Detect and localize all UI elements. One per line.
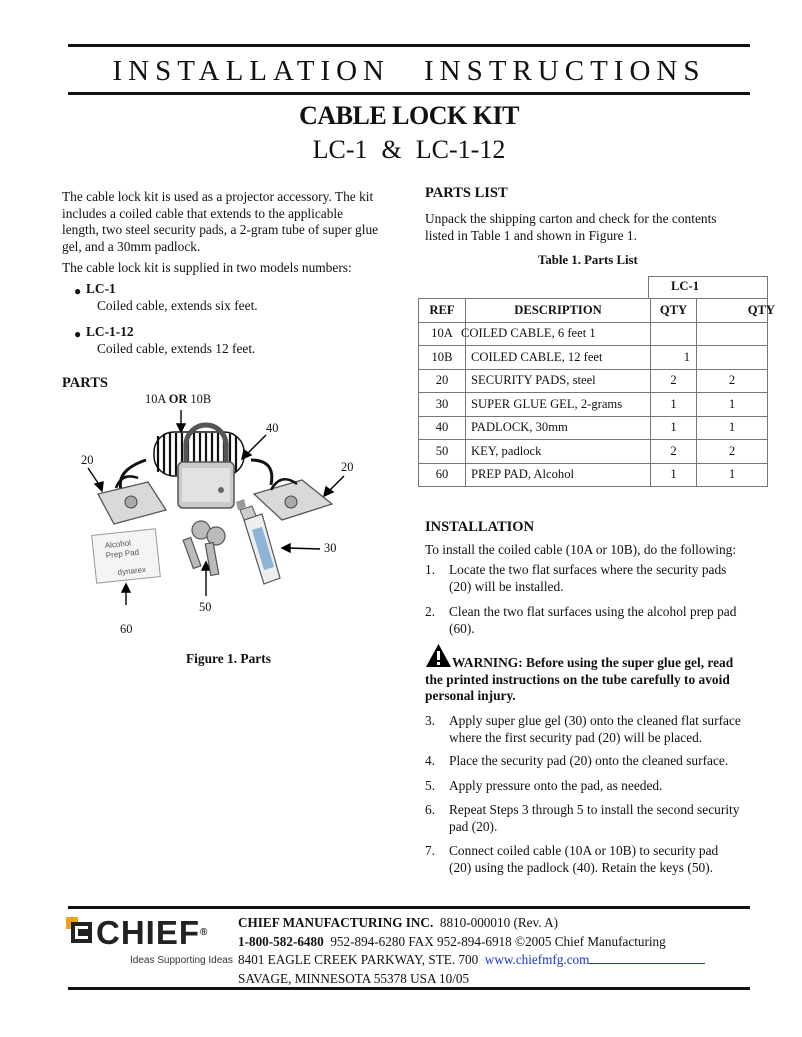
table-row <box>419 440 768 464</box>
logo-wordmark: CHIEF <box>96 914 200 951</box>
installation-intro: To install the coiled cable (10A or 10B), do the following: <box>425 542 737 557</box>
step-line: where the first security pad (20) will be placed. <box>449 729 703 745</box>
pad-text-1: Alcohol <box>104 538 132 551</box>
intro-paragraph <box>62 189 412 255</box>
step-line: Locate the two flat surfaces where the security pads <box>449 562 727 577</box>
logo-tagline: Ideas Supporting Ideas <box>130 955 233 966</box>
step-number: 6. <box>425 802 436 817</box>
table-group-header-box <box>648 276 768 298</box>
footer-line-1 <box>238 914 705 933</box>
model-b: LC-1-12 <box>415 135 506 164</box>
chief-logo-mark-icon <box>66 917 92 943</box>
footer-line-3 <box>238 951 705 970</box>
table-row <box>419 346 768 370</box>
website-underline <box>589 963 705 964</box>
step-line: (20) using the padlock (40). Retain the keys (50). <box>449 859 714 875</box>
col-qty-2-label: QTY <box>747 302 775 317</box>
address-line-1: 8401 EAGLE CREEK PARKWAY, STE. 700 <box>238 952 479 967</box>
label-or: OR <box>168 392 188 406</box>
intro-line: length, two steel security pads, a 2-gram tube of super glue <box>62 222 379 237</box>
step-number: 4. <box>425 753 436 768</box>
col-ref: REF <box>419 299 466 323</box>
doc-number: 8810-000010 (Rev. A) <box>439 915 559 930</box>
model-numbers <box>68 135 750 165</box>
pad-brand: dynarex <box>117 565 147 577</box>
cell-ref: 10B <box>419 346 466 370</box>
parts-list-heading: PARTS LIST <box>425 185 508 201</box>
step-line: Repeat Steps 3 through 5 to install the second security <box>449 802 740 817</box>
cell-qty1: 1 <box>651 416 697 440</box>
cell-ref: 40 <box>419 416 466 440</box>
step-number: 3. <box>425 713 436 728</box>
warning-line: the printed instructions on the tube carefully to avoid <box>425 671 730 687</box>
label-20-right: 20 <box>341 460 354 474</box>
step-line: Clean the two flat surfaces using the alcohol prep pad <box>449 604 737 619</box>
model-lc1-name: LC-1 <box>86 281 116 296</box>
cell-qty2: 2 <box>697 440 768 464</box>
website-link[interactable]: www.chiefmfg.com <box>484 952 590 967</box>
chief-logo <box>66 915 232 975</box>
step-line: Apply pressure onto the pad, as needed. <box>449 778 663 793</box>
label-cable <box>145 392 211 407</box>
cell-desc: KEY, padlock <box>466 440 651 464</box>
warning-line: personal injury. <box>425 688 516 703</box>
cell-desc: SUPER GLUE GEL, 2-grams <box>466 393 651 417</box>
col-qty-1: QTY <box>651 299 697 323</box>
step-7 <box>425 843 770 876</box>
cell-desc: PREP PAD, Alcohol <box>466 463 651 487</box>
cell-qty2: 1 <box>697 463 768 487</box>
table-header-row <box>419 299 768 323</box>
label-30: 30 <box>324 541 337 555</box>
model-lc112-name: LC-1-12 <box>86 324 134 339</box>
cell-qty1: 1 <box>651 393 697 417</box>
models-intro: The cable lock kit is supplied in two models numbers: <box>62 260 352 275</box>
step-line: Place the security pad (20) onto the cleaned surface. <box>449 753 729 768</box>
table-group-header: LC-1 <box>671 279 699 293</box>
col-description: DESCRIPTION <box>466 299 651 323</box>
model-lc1-desc: Coiled cable, extends six feet. <box>97 298 258 313</box>
label-40: 40 <box>266 421 279 435</box>
contact-details: 952-894-6280 FAX 952-894-6918 ©2005 Chief Manufacturing <box>330 933 666 949</box>
step-number: 2. <box>425 604 436 619</box>
label-10b: 10B <box>190 392 212 406</box>
logo-registered: ® <box>200 927 209 938</box>
cell-qty1 <box>651 322 697 346</box>
footer-info <box>238 914 705 988</box>
cell-qty2: 1 <box>697 416 768 440</box>
pad-text-2: Prep Pad <box>105 547 140 561</box>
step-line: (20) will be installed. <box>449 578 564 594</box>
cell-desc-text: COILED CABLE, 6 feet 1 <box>461 326 596 341</box>
parts-list-intro-line: listed in Table 1 and shown in Figure 1. <box>425 227 637 243</box>
intro-line: includes a coiled cable that extends to the applicable <box>62 205 344 221</box>
step-line: Connect coiled cable (10A or 10B) to security pad <box>449 843 719 858</box>
document-title <box>68 55 750 88</box>
label-50: 50 <box>199 600 212 614</box>
warning-line: WARNING: Before using the super glue gel, read <box>452 655 734 670</box>
cell-desc <box>461 322 651 346</box>
cell-ref: 30 <box>419 393 466 417</box>
label-20-left: 20 <box>81 453 94 467</box>
top-rule <box>68 44 750 47</box>
table-title: Table 1. Parts List <box>538 253 638 267</box>
parts-table <box>418 298 775 487</box>
phone-number: 1-800-582-6480 <box>238 933 324 949</box>
cell-qty1: 2 <box>651 369 697 393</box>
label-60: 60 <box>120 622 133 636</box>
table-row <box>419 393 768 417</box>
step-3 <box>425 713 770 746</box>
installation-heading: INSTALLATION <box>425 519 535 535</box>
bullet-icon: ● <box>74 327 82 341</box>
step-line: pad (20). <box>449 818 498 834</box>
step-2 <box>425 604 770 637</box>
cell-qty2: 1 <box>697 393 768 417</box>
table-row <box>419 463 768 487</box>
intro-line: The cable lock kit is used as a projector accessory. The kit <box>62 189 374 204</box>
cell-desc: SECURITY PADS, steel <box>466 369 651 393</box>
title-word-instructions: INSTRUCTIONS <box>424 55 706 87</box>
step-line: Apply super glue gel (30) onto the cleaned flat surface <box>449 713 741 728</box>
parts-list-intro <box>425 211 770 244</box>
cell-qty2 <box>697 322 768 346</box>
parts-list-intro-line: Unpack the shipping carton and check for the contents <box>425 211 717 226</box>
cell-desc: PADLOCK, 30mm <box>466 416 651 440</box>
model-lc112-desc: Coiled cable, extends 12 feet. <box>97 341 256 356</box>
security-pad-left-icon <box>98 476 166 524</box>
step-number: 1. <box>425 562 436 577</box>
cell-qty1: 1 <box>651 463 697 487</box>
cell-ref: 50 <box>419 440 466 464</box>
cell-qty1: 2 <box>651 440 697 464</box>
title-word-installation: INSTALLATION <box>112 55 390 87</box>
table-row <box>419 369 768 393</box>
figure-caption: Figure 1. Parts <box>186 651 271 666</box>
cell-qty2: 2 <box>697 369 768 393</box>
cell-qty1: 1 <box>651 346 697 370</box>
table-row <box>419 322 768 346</box>
model-a: LC-1 <box>312 135 368 164</box>
footer-top-rule <box>68 906 750 909</box>
cell-ref: 20 <box>419 369 466 393</box>
col-qty-2 <box>697 299 775 323</box>
company-name: CHIEF MANUFACTURING INC. <box>238 915 434 930</box>
header-rule <box>68 92 750 95</box>
parts-heading: PARTS <box>62 375 108 391</box>
step-5 <box>425 778 770 795</box>
warning-text <box>425 655 770 705</box>
security-pad-right-icon <box>254 479 332 520</box>
alcohol-prep-pad-icon <box>92 529 161 583</box>
step-6 <box>425 802 770 835</box>
step-number: 7. <box>425 843 436 858</box>
step-line: (60). <box>449 620 475 636</box>
table-row <box>419 416 768 440</box>
bullet-icon: ● <box>74 284 82 298</box>
product-name: CABLE LOCK KIT <box>299 101 519 130</box>
step-4 <box>425 753 770 770</box>
ampersand: & <box>381 135 402 164</box>
step-number: 5. <box>425 778 436 793</box>
footer-line-2 <box>238 933 705 952</box>
cell-qty2 <box>697 346 768 370</box>
parts-illustration <box>76 410 356 605</box>
cell-ref: 10A <box>419 322 466 346</box>
address-line-2: SAVAGE, MINNESOTA 55378 USA 10/05 <box>238 970 470 986</box>
label-10a: 10A <box>145 392 166 406</box>
intro-line: gel, and a 30mm padlock. <box>62 238 201 254</box>
cell-desc: COILED CABLE, 12 feet <box>466 346 651 370</box>
cell-ref: 60 <box>419 463 466 487</box>
step-1 <box>425 562 770 595</box>
